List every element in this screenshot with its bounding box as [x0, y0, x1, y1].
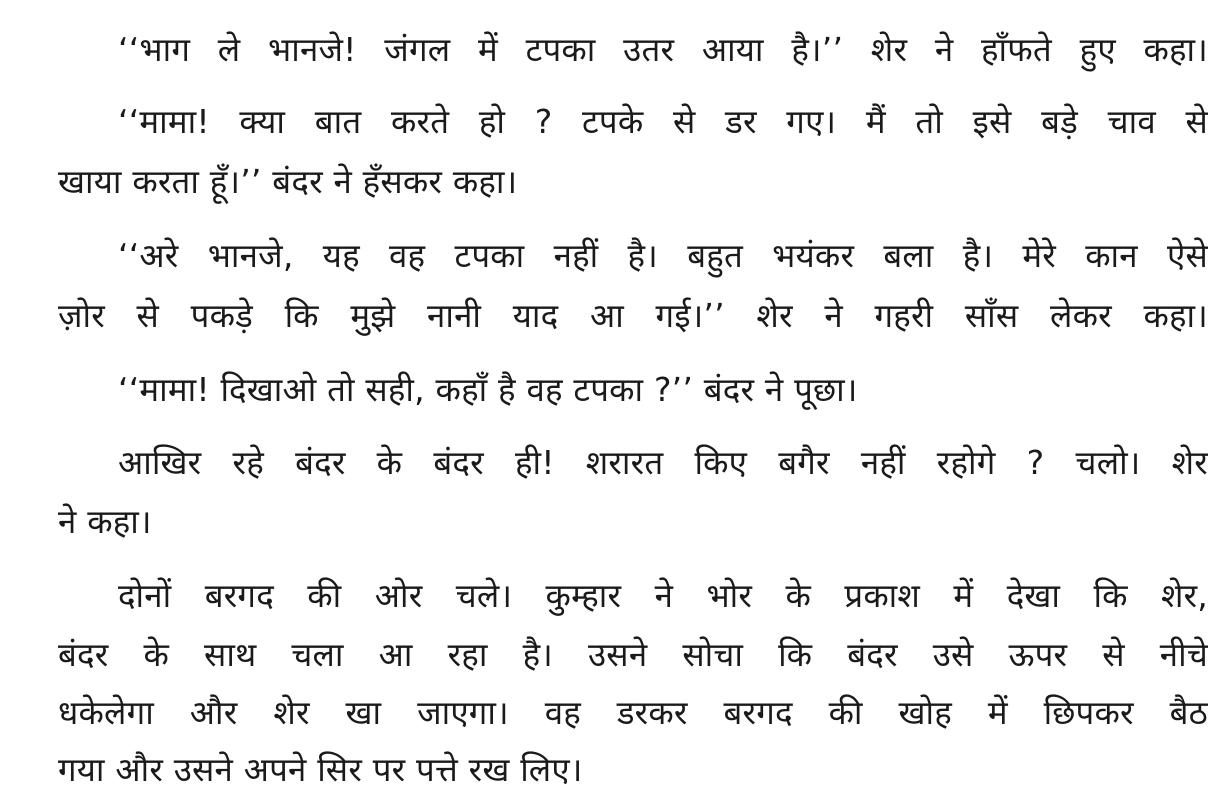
paragraph-4-line-1: ‘‘मामा! दिखाओ तो सही, कहाँ है वह टपका ?’’ बंदर ने पूछा।	[118, 370, 858, 409]
paragraph-6-line-2: बंदर के साथ चला आ रहा है। उसने सोचा कि बंदर उसे ऊपर से नीचे	[58, 635, 1208, 674]
paragraph-6-line-4: गया और उसने अपने सिर पर पत्ते रख लिए।	[58, 750, 583, 789]
paragraph-1-line-1: ‘‘भाग ले भानजे! जंगल में टपका उतर आया है।’’ शेर ने हाँफते हुए कहा।	[118, 30, 1208, 69]
paragraph-3-line-2: ज़ोर से पकड़े कि मुझे नानी याद आ गई।’’ शेर ने गहरी साँस लेकर कहा।	[58, 296, 1208, 335]
paragraph-5-line-2: ने कहा।	[58, 502, 152, 541]
paragraph-2-line-2: खाया करता हूँ।’’ बंदर ने हँसकर कहा।	[58, 162, 518, 201]
paragraph-6-line-3: धकेलेगा और शेर खा जाएगा। वह डरकर बरगद की खोह में छिपकर बैठ	[58, 693, 1208, 732]
paragraph-3-line-1: ‘‘अरे भानजे, यह वह टपका नहीं है। बहुत भयंकर बला है। मेरे कान ऐसे	[118, 236, 1208, 275]
paragraph-6-line-1: दोनों बरगद की ओर चले। कुम्हार ने भोर के प्रकाश में देखा कि शेर,	[118, 576, 1208, 615]
paragraph-5-line-1: आखिर रहे बंदर के बंदर ही! शरारत किए बगैर नहीं रहोगे ? चलो। शेर	[118, 443, 1208, 482]
paragraph-2-line-1: ‘‘मामा! क्या बात करते हो ? टपके से डर गए। मैं तो इसे बड़े चाव से	[118, 102, 1208, 141]
